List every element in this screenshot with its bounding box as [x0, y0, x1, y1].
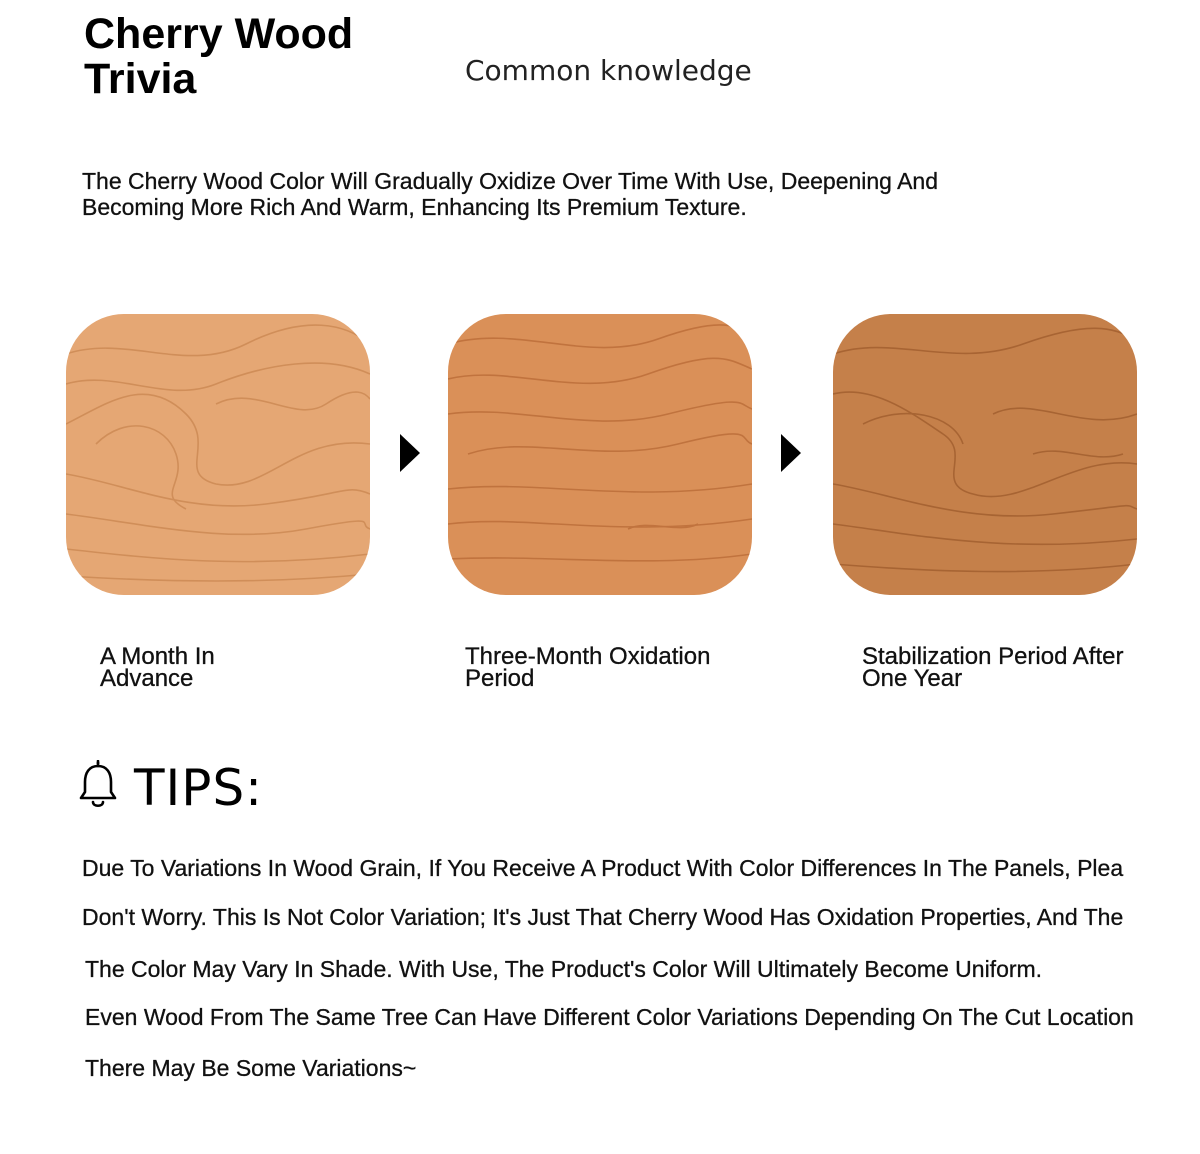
- page-subtitle: Common knowledge: [465, 54, 752, 87]
- page-title: Cherry Wood Trivia: [84, 10, 354, 103]
- tip-line-3: The Color May Vary In Shade. With Use, The Product's Color Will Ultimately Become Uniform.: [85, 956, 1043, 982]
- stage-label-one-month: A Month In Advance: [100, 643, 215, 692]
- bell-icon: [78, 760, 118, 817]
- arrow-right-icon: [400, 434, 420, 472]
- tip-line-1: Due To Variations In Wood Grain, If You Receive A Product With Color Differences In The Panels, Plea: [82, 855, 1124, 881]
- tip-line-5: There May Be Some Variations~: [85, 1055, 417, 1081]
- intro-text: The Cherry Wood Color Will Gradually Oxidize Over Time With Use, Deepening And Becoming More Rich And Warm, Enhancing Its Premium Texture.: [82, 168, 939, 220]
- wood-swatch-three-month: [448, 314, 752, 595]
- tips-heading: [78, 758, 263, 818]
- wood-swatch-one-month: [66, 314, 370, 595]
- tip-line-2: Don't Worry. This Is Not Color Variation; It's Just That Cherry Wood Has Oxidation Properties, And The: [82, 904, 1124, 930]
- stage-label-three-month: Three-Month Oxidation Period: [465, 643, 711, 692]
- tips-title: TIPS:: [134, 759, 264, 817]
- wood-swatch-one-year: [833, 314, 1137, 595]
- arrow-right-icon: [781, 434, 801, 472]
- stage-label-one-year: Stabilization Period After One Year: [862, 643, 1124, 692]
- tip-line-4: Even Wood From The Same Tree Can Have Different Color Variations Depending On The Cut Location: [85, 1004, 1134, 1030]
